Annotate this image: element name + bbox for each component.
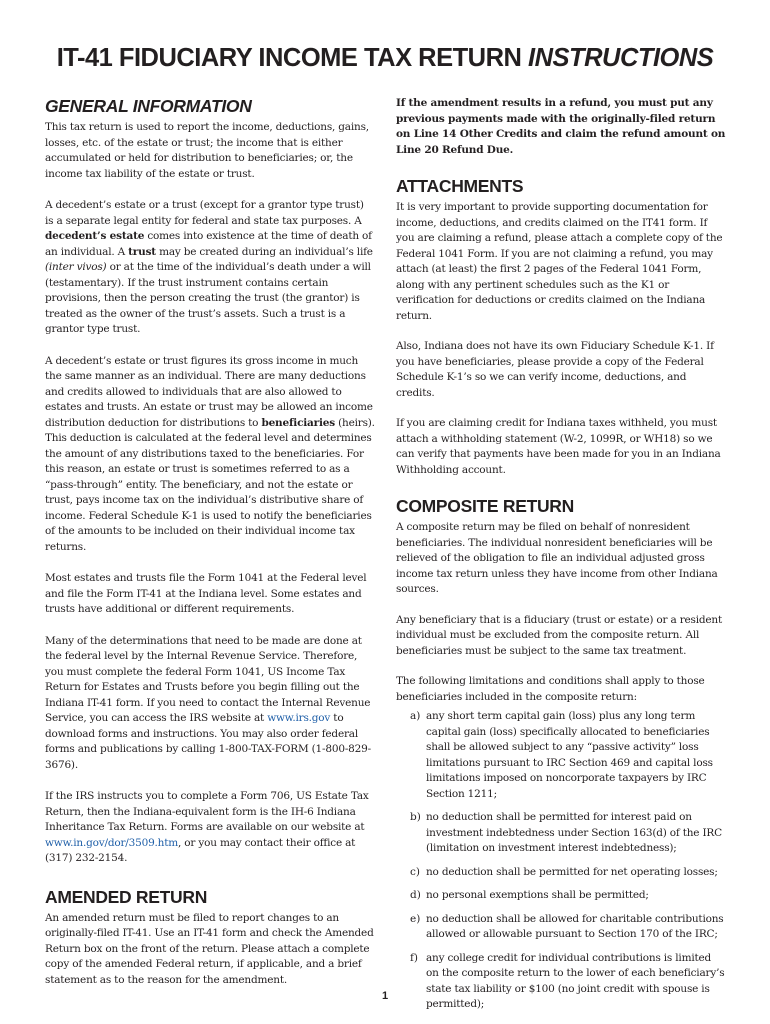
list-item-marker: e) (410, 912, 421, 925)
dor-website-link[interactable]: www.in.gov/dor/3509.htm (45, 836, 179, 849)
composite-paragraph-3: The following limitations and conditions shall apply to those beneficiaries included in the composite return: (396, 675, 705, 703)
amended-return-heading: AMENDED RETURN (45, 886, 208, 907)
list-item-marker: c) (410, 865, 420, 878)
right-column (396, 96, 726, 1013)
list-item (396, 951, 726, 1013)
list-item (396, 865, 726, 881)
composite-paragraph-2: Any beneficiary that is a fiduciary (trust or estate) or a resident individual must be excluded from the composite return. All beneficiaries must be subject to the same tax treatment. (396, 613, 722, 657)
list-item-text: no deduction shall be permitted for net operating losses; (426, 865, 718, 878)
list-item (396, 810, 726, 857)
composite-return-heading: COMPOSITE RETURN (396, 496, 574, 516)
list-item (396, 888, 726, 904)
list-item-text: no deduction shall be permitted for interest paid on investment indebtedness under Section 163(d) of the IRC (limitation on investment interest indebtedness); (426, 811, 722, 854)
list-item-marker: f) (410, 951, 418, 964)
title-instructions: INSTRUCTIONS (528, 44, 714, 72)
list-item-text: any short term capital gain (loss) plus any long term capital gain (loss) specifically allocated to beneficiaries shall be allowed subject to any “passive activity” loss limitations pursuant to IRC Section 469 and capital loss limitations imposed on noncorporate taxpayers by IRC Section 1211; (426, 710, 713, 800)
list-item (396, 912, 726, 943)
general-info-paragraph-6: If the IRS instructs you to complete a Form 706, US Estate Tax Return, then the Indiana-equivalent form is the IH-6 Indiana Inheritance Tax Return. Forms are available on our website at www.in.gov/dor/3509.htm, or you may contact their office at (317) 232-2154. (45, 790, 369, 864)
attachments-heading: ATTACHMENTS (396, 176, 524, 196)
title-main: IT-41 FIDUCIARY INCOME TAX RETURN (56, 44, 522, 72)
general-info-paragraph-4: Most estates and trusts file the Form 1041 at the Federal level and file the Form IT-41 at the Indiana level. Some estates and trusts have additional or different requirements. (45, 572, 367, 615)
list-item-text: any college credit for individual contributions is limited on the composite return to the lower of each beneficiary’s state tax liability or $100 (no joint credit with spouse is permitted); (426, 951, 725, 1010)
list-item-marker: b) (410, 811, 421, 823)
irs-website-link[interactable]: www.irs.gov (267, 712, 331, 724)
page-title (0, 44, 770, 73)
list-item-marker: a) (410, 710, 421, 722)
list-item-text: no deduction shall be allowed for charitable contributions allowed or allowable pursuant to Section 170 of the IRC; (426, 912, 724, 940)
general-information-heading: GENERAL INFORMATION (45, 96, 252, 116)
general-info-paragraph-2: A decedent’s estate or a trust (except for a grantor type trust) is a separate legal entity for federal and state tax purposes. A decedent’s estate comes into existence at the time of death of an individual. A trust may be created during an individual’s life (inter vivos) or at the time of the individual’s death under a will (testamentary). If the trust instrument contains certain provisions, then the person creating the trust (the grantor) is treated as the owner of the trust’s assets. Such a trust is a grantor type trust. (45, 199, 373, 335)
general-info-paragraph-1: This tax return is used to report the income, deductions, gains, losses, etc. of the estate or trust; the income that is either accumulated or held for distribution to beneficiaries; or, the income tax liability of the estate or trust. (45, 121, 369, 180)
composite-paragraph-1: A composite return may be filed on behalf of nonresident beneficiaries. The individual nonresident beneficiaries will be relieved of the obligation to file an individual adjusted gross income tax return unless they have income from other Indiana sources. (396, 521, 718, 595)
attachments-paragraph-1: It is very important to provide supporting documentation for income, deductions, and credits claimed on the IT41 form. If you are claiming a refund, please attach a complete copy of the Federal 1041 Form. If you are not claiming a refund, you may attach (at least) the first 2 pages of the Federal 1041 Form, along with any pertinent schedules such as the K1 or verification for deductions or credits claimed on the Indiana return. (396, 201, 723, 322)
page-number: 1 (381, 990, 389, 1002)
list-item-text: no personal exemptions shall be permitted; (426, 889, 649, 901)
general-info-paragraph-3: A decedent’s estate or trust figures its gross income in much the same manner as an individual. There are many deductions and credits allowed to individuals that are also allowed to estates and trusts. An estate or trust may be allowed an income distribution deduction for distributions to beneficiaries (heirs). This deduction is calculated at the federal level and determines the amount of any distributions taxed to the beneficiaries. For this reason, an estate or trust is sometimes referred to as a “pass-through” entity. The beneficiary, and not the estate or trust, pays income tax on the individual’s distributive share of income. Federal Schedule K-1 is used to notify the beneficiaries of the amounts to be included on their individual income tax returns. (45, 354, 375, 553)
general-info-paragraph-5: Many of the determinations that need to be made are done at the federal level by the Internal Revenue Service. Therefore, you must complete the federal Form 1041, US Income Tax Return for Estates and Trusts before you begin filling out the Indiana IT-41 form. If you need to contact the Internal Revenue Service, you can access the IRS website at www.irs.gov to download forms and instructions. You may also order federal forms and publications by calling 1-800-TAX-FORM (1-800-829-3676). (45, 634, 371, 771)
amended-return-paragraph: An amended return must be filed to report changes to an originally-filed IT-41. Use an IT-41 form and check the Amended Return box on the front of the return. Please attach a complete copy of the amended Federal return, if applicable, and a brief statement as to the reason for the amendment. (45, 911, 374, 986)
attachments-paragraph-2: Also, Indiana does not have its own Fiduciary Schedule K-1. If you have beneficiaries, please provide a copy of the Federal Schedule K-1’s so we can verify income, deductions, and credits. (396, 340, 714, 399)
limitations-list (396, 709, 726, 1013)
list-item (396, 709, 726, 802)
left-column (45, 96, 375, 988)
amended-refund-note: If the amendment results in a refund, you must put any previous payments made with the originally-filed return on Line 14 Other Credits and claim the refund amount on Line 20 Refund Due. (396, 97, 726, 156)
attachments-paragraph-3: If you are claiming credit for Indiana taxes withheld, you must attach a withholding statement (W-2, 1099R, or WH18) so we can verify that payments have been made for you in an Indiana Withholding account. (396, 417, 721, 476)
list-item-marker: d) (410, 889, 421, 901)
